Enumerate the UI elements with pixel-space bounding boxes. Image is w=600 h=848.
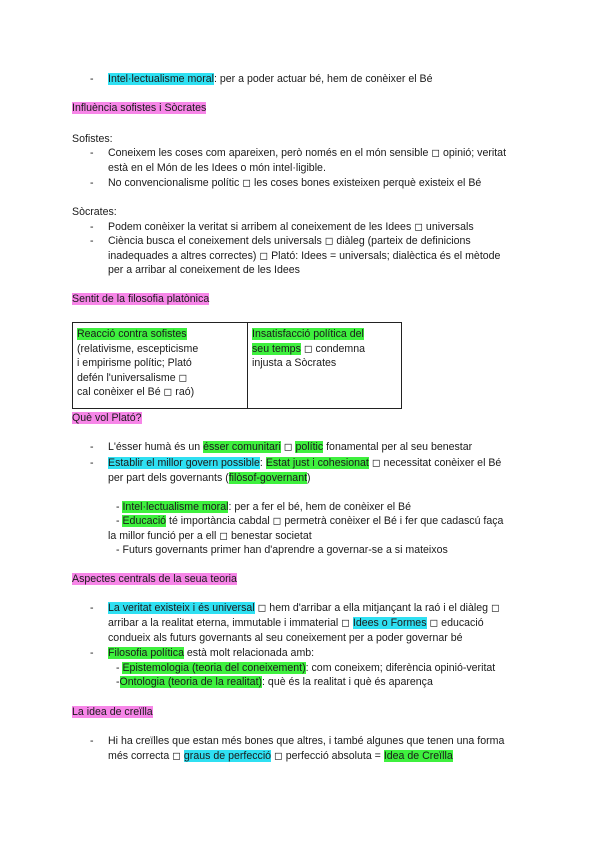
que-vol-sub-3: - Futurs governants primer han d'aprendre a governar-se a si mateixos — [116, 544, 448, 556]
que-vol-sub-2b: la millor funció per a ell ◻ benestar societat — [108, 530, 312, 542]
que-vol-item-1: L'ésser humà és un ésser comunitari ◻ polític fonamental per al seu benestar — [108, 441, 473, 453]
section-heading-aspectes: Aspectes centrals de la seua teoria — [72, 573, 237, 585]
aspectes-sub-1: - Epistemologia (teoria del coneixement): com coneixem; diferència opinió-veritat — [116, 662, 496, 674]
aspectes-sub-2: -Ontologia (teoria de la realitat): què és la realitat i què és aparença — [116, 676, 433, 688]
section-heading-sentit: Sentit de la filosofia platònica — [72, 293, 210, 305]
sofistes-label: Sofistes: — [72, 133, 113, 145]
highlight-green: Reacció contra sofistes — [77, 328, 187, 340]
highlight-cyan: Intel·lectualisme moral — [108, 73, 214, 85]
sofistes-item-1b: està en el Món de les Idees o món intel·ligible. — [108, 162, 326, 174]
aspectes-item-1c: condueix als futurs governants al seu coneixement per a poder governar bé — [108, 632, 463, 644]
creilla-item-1b: més correcta ◻ graus de perfecció ◻ perfecció absoluta = Idea de Creïlla — [108, 750, 453, 762]
creilla-item-1a: Hi ha creïlles que estan més bones que altres, i també algunes que tenen una forma — [108, 735, 505, 747]
socrates-item-1: Podem conèixer la veritat si arribem al coneixement de les Idees ◻ universals — [108, 221, 474, 233]
sofistes-item-1a: Coneixem les coses com apareixen, però només en el món sensible ◻ opinió; veritat — [108, 147, 507, 159]
que-vol-sub-1: - Intel·lectualisme moral: per a fer el bé, hem de conèixer el Bé — [116, 501, 412, 513]
que-vol-item-2: Establir el millor govern possible: Estat just i cohesionat ◻ necessitat conèixer el Bé — [108, 457, 502, 469]
bullet: - — [90, 73, 94, 85]
aspectes-item-2: Filosofia política està molt relacionada amb: — [108, 647, 315, 659]
top-item: Intel·lectualisme moral: per a poder actuar bé, hem de conèixer el Bé — [108, 73, 433, 85]
que-vol-item-2b: per part dels governants (filòsof-governant) — [108, 472, 311, 484]
section-heading-influencia: Influència sofistes i Sòcrates — [72, 102, 207, 114]
socrates-label: Sòcrates: — [72, 206, 117, 218]
section-heading-creilla: La idea de creïlla — [72, 706, 153, 718]
socrates-item-2c: per a arribar al coneixement de les Idees — [108, 264, 300, 276]
socrates-item-2b: inadequades a altres correctes) ◻ Plató: Idees = universals; dialèctica és el mètode — [108, 250, 501, 262]
socrates-item-2a: Ciència busca el coneixement dels universals ◻ diàleg (parteix de definicions — [108, 235, 471, 247]
sofistes-item-2: No convencionalisme polític ◻ les coses bones existeixen perquè existeix el Bé — [108, 177, 482, 189]
table-cell-right: Insatisfacció política del seu temps ◻ condemna injusta a Sòcrates — [248, 323, 402, 409]
comparison-table — [72, 322, 402, 409]
section-heading-que-vol: Què vol Plató? — [72, 412, 142, 424]
table-cell-left: Reacció contra sofistes (relativisme, escepticisme i empirisme polític; Plató defén l'universalisme ◻ cal conèixer el Bé ◻ raó) — [73, 323, 248, 409]
aspectes-item-1b: arribar a la realitat eterna, immutable i immaterial ◻ Idees o Formes ◻ educació — [108, 617, 484, 629]
que-vol-sub-2: - Educació té importància cabdal ◻ permetrà conèixer el Bé i fer que cadascú faça — [116, 515, 504, 527]
aspectes-item-1a: La veritat existeix i és universal ◻ hem d'arribar a ella mitjançant la raó i el diàleg ◻ — [108, 602, 500, 614]
document-page: - Intel·lectualisme moral: per a poder actuar bé, hem de conèixer el Bé Influència sofistes i Sòcrates Sofistes: - Coneixem les coses com apareixen, però només en el món sensible ◻ opinió; veritat està en el Món de les Idees o món intel·ligible. - No convencionalisme polític ◻ les coses bones existeixen perquè existeix el Bé Sòcrates: - Podem conèixer la veritat si arribem al coneixement de les Idees ◻ universals - Ciència busca el coneixement dels universals ◻ diàleg (parteix de definicions inadequades a altres correctes) ◻ Plató: Idees = universals; dialèctica és el mètode per a arribar al coneixement de les Idees Sentit de la filosofia platònica Reacció contra sofistes (relativisme, escepticisme i empirisme polític; Plató defén l'universalisme ◻ cal conèixer el Bé ◻ raó) Insatisfacció política del seu temps ◻ condemna injusta a Sòcrates Què vol Plató? - L'ésser humà és un ésser comunitari ◻ polític fonamental per al seu benestar - Establir el millor govern possible: Estat just i cohesionat ◻ necessitat conèixer el Bé per part dels governants (filòsof-governant) - Intel·lectualisme moral: per a fer el bé, hem de conèixer el Bé - Educació té importància cabdal ◻ permetrà conèixer el Bé i fer que cadascú faça la millor funció per a ell ◻ benestar societat - Futurs governants primer han d'aprendre a governar-se a si mateixos Aspectes centrals de la seua teoria - La veritat existeix i és universal ◻ hem d'arribar a ella mitjançant la raó i el diàleg ◻ arribar a la realitat eterna, immutable i immaterial ◻ Idees o Formes ◻ educació condueix als futurs governants al seu coneixement per a poder governar bé - Filosofia política està molt relacionada amb: - Epistemologia (teoria del coneixement): com coneixem; diferència opinió-veritat -Ontologia (teoria de la realitat): què és la realitat i què és aparença La idea de creïlla - Hi ha creïlles que estan més bones que altres, i també algunes que tenen una forma més correcta ◻ graus de perfecció ◻ perfecció absoluta = Idea de Creïlla — [72, 73, 507, 762]
